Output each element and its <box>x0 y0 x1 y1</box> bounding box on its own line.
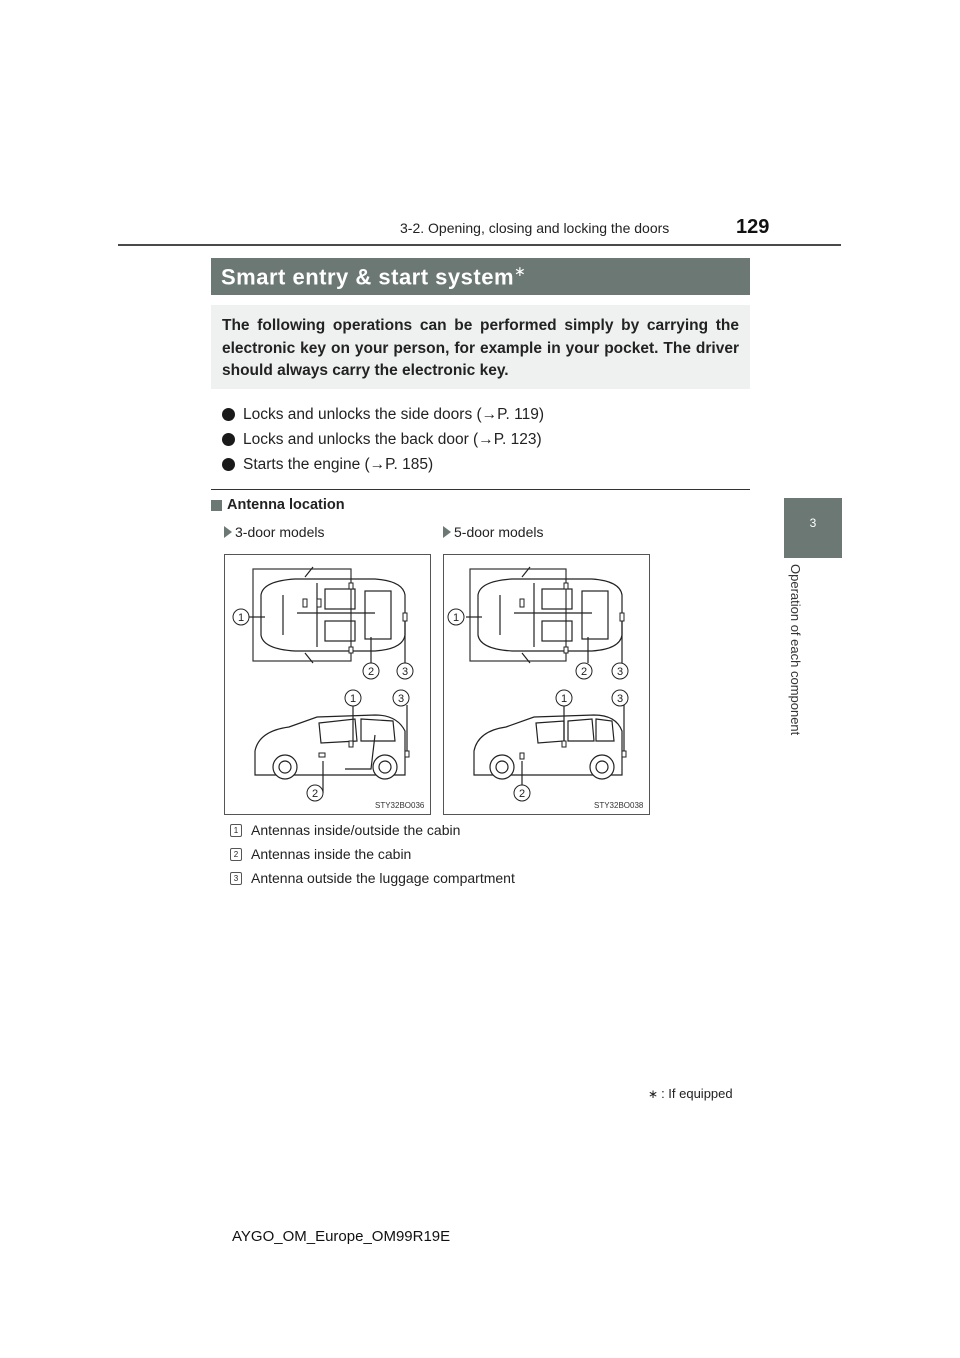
callout-1: 1 <box>237 612 245 624</box>
intro-text: The following operations can be performed simply by carrying the electronic key on your person, for example in your pocket. The driver should always carry the electronic key. <box>222 317 739 379</box>
square-bullet-icon <box>211 500 222 511</box>
bullet-icon <box>222 458 235 471</box>
list-item-text: Starts the engine (→P. 185) <box>243 455 434 473</box>
header-rule <box>118 244 841 246</box>
bullet-icon <box>222 433 235 446</box>
page-title <box>221 263 526 290</box>
model-label-text: 3-door models <box>235 524 325 540</box>
antenna-legend <box>230 818 515 890</box>
callout-3: 3 <box>616 693 624 705</box>
page-number: 129 <box>736 216 770 238</box>
document-code: AYGO_OM_Europe_OM99R19E <box>232 1228 451 1245</box>
list-item-text: Locks and unlocks the back door (→P. 123) <box>243 430 542 448</box>
footnote-text: : If equipped <box>661 1086 733 1101</box>
asterisk-icon: ∗ <box>648 1086 659 1101</box>
figure-5door <box>443 554 650 815</box>
legend-number: 1 <box>230 824 242 837</box>
list-item <box>222 427 544 452</box>
car-diagram-3door <box>225 555 430 814</box>
legend-item <box>230 842 515 866</box>
callout-1: 1 <box>452 612 460 624</box>
if-equipped-mark: ∗ <box>514 263 527 279</box>
section-title: 3-2. Opening, closing and locking the doors <box>400 220 670 236</box>
callout-1: 1 <box>349 693 357 705</box>
car-diagram-5door <box>444 555 649 814</box>
legend-text: Antenna outside the luggage compartment <box>251 870 515 886</box>
list-item <box>222 452 544 477</box>
feature-list <box>222 402 544 477</box>
legend-number: 3 <box>230 872 242 885</box>
page-title-text: Smart entry & start system <box>221 264 515 290</box>
intro-box <box>211 305 750 389</box>
callout-2: 2 <box>580 666 588 678</box>
model-label-5door <box>443 524 544 540</box>
antenna-heading <box>211 497 345 513</box>
model-label-text: 5-door models <box>454 524 544 540</box>
legend-item <box>230 866 515 890</box>
chapter-number: 3 <box>809 516 817 530</box>
figure-code: STY32BO036 <box>375 801 425 810</box>
legend-item <box>230 818 515 842</box>
callout-2: 2 <box>367 666 375 678</box>
callout-3: 3 <box>397 693 405 705</box>
list-item-text: Locks and unlocks the side doors (→P. 119) <box>243 405 544 423</box>
callout-2: 2 <box>311 788 319 800</box>
legend-number: 2 <box>230 848 242 861</box>
chapter-tab <box>784 498 842 558</box>
title-bar <box>211 258 750 295</box>
legend-text: Antennas inside/outside the cabin <box>251 822 461 838</box>
chapter-side-text: Operation of each component <box>788 564 803 736</box>
chapter-side-label <box>783 560 807 800</box>
figure-code: STY32BO038 <box>594 801 644 810</box>
legend-text: Antennas inside the cabin <box>251 846 412 862</box>
section-rule <box>211 489 750 490</box>
antenna-heading-text: Antenna location <box>227 497 345 513</box>
bullet-icon <box>222 408 235 421</box>
triangle-bullet-icon <box>224 526 232 538</box>
callout-3: 3 <box>616 666 624 678</box>
callout-2: 2 <box>518 788 526 800</box>
footnote <box>648 1086 733 1101</box>
figure-3door <box>224 554 431 815</box>
triangle-bullet-icon <box>443 526 451 538</box>
list-item <box>222 402 544 427</box>
callout-3: 3 <box>401 666 409 678</box>
model-label-3door <box>224 524 325 540</box>
callout-1: 1 <box>560 693 568 705</box>
